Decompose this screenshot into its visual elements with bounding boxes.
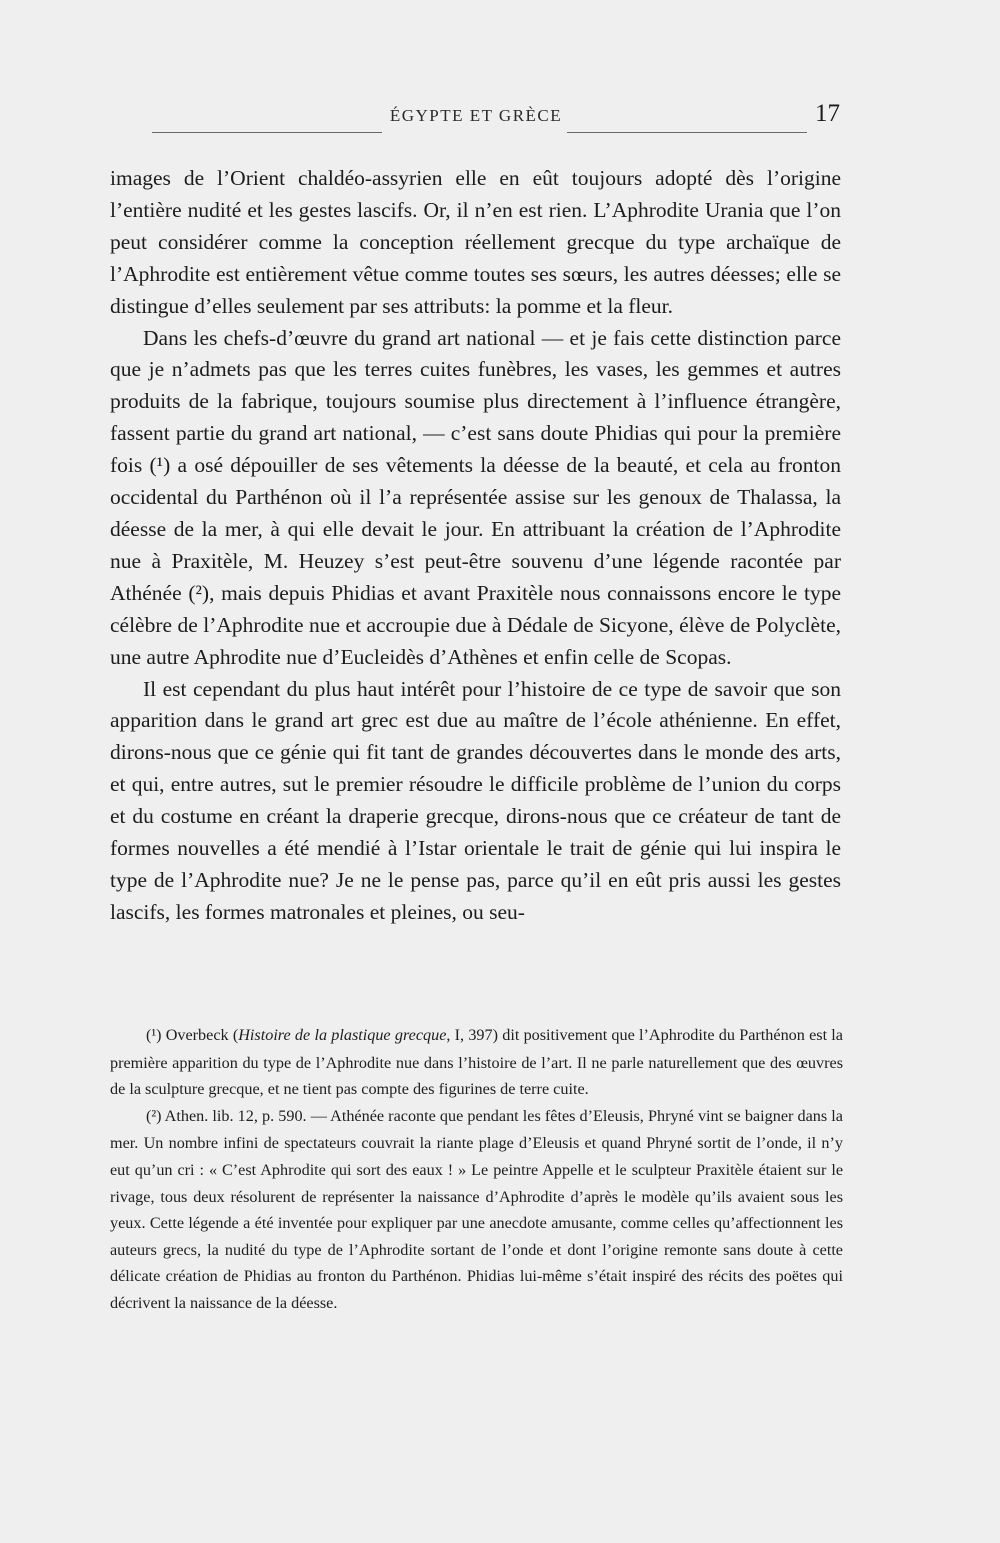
footnote-2-mark: (²) bbox=[146, 1107, 162, 1125]
paragraph-1: images de l’Orient chaldéo-assyrien elle en eût toujours adopté dès l’origine l’entière nudité et les gestes lascifs. Or, il n’en est rien. L’Aphrodite Urania que l’on peut considérer comme la conception réellement grecque du type archaïque de l’Aphrodite est entièrement vêtue comme toutes ses sœurs, les autres déesses; elle se distingue d’elles seulement par ses attributs: la pomme et la fleur. bbox=[110, 166, 841, 318]
footnote-2 bbox=[110, 1103, 843, 1317]
main-text bbox=[110, 163, 841, 929]
footnote-2-text: Athen. lib. 12, p. 590. — Athénée raconte que pendant les fêtes d’Eleusis, Phryné vint se baigner dans la mer. Un nombre infini de spectateurs couvrait la riante plage d’Eleusis et quand Phryné sortit de l’onde, il n’y eut qu’un cri : « C’est Aphrodite qui sort des eaux ! » Le peintre Appelle et le sculpteur Praxitèle étaient sur le rivage, tous deux résolurent de représenter la naissance d’Aphrodite d’après le modèle qu’ils avaient sous les yeux. Cette légende a été inventée pour expliquer par une anecdote amusante, comme celles qu’affectionnent les auteurs grecs, la nudité du type de l’Aphrodite sortant de l’onde et dont l’origine remonte sans doute à cette délicate création de Phidias au fronton du Parthénon. Phidias lui-même s’était inspiré des récits des poëtes qui décrivent la naissance de la déesse. bbox=[110, 1106, 843, 1312]
footnote-1-mark: (¹) bbox=[146, 1027, 162, 1044]
header-rule-right bbox=[567, 132, 807, 133]
footnote-1-book-title: Histoire de la plastique grecque bbox=[238, 1026, 447, 1044]
header-rule-left bbox=[152, 132, 382, 133]
running-title: ÉGYPTE ET GRÈCE bbox=[389, 106, 563, 125]
paragraph-2: Dans les chefs-d’œuvre du grand art national — et je fais cette distinction parce que je n’admets pas que les terres cuites funèbres, les vases, les gemmes et autres produits de la fabrique, toujours soumise plus directement à l’influence étrangère, fassent partie du grand art national, — c’est sans doute Phidias qui pour la première fois (¹) a osé dépouiller de ses vêtements la déesse de la beauté, et cela au fronton occidental du Parthénon où il l’a représentée assise sur les genoux de Thalassa, la déesse de la mer, à qui elle devait le jour. En attribuant la création de l’Aphrodite nue à Praxitèle, M. Heuzey s’est peut-être souvenu d’une légende racontée par Athénée (²), mais depuis Phidias et avant Praxitèle nous connaissons encore le type célèbre de l’Aphrodite nue et accroupie due à Dédale de Sicyone, élève de Polyclète, une autre Aphrodite nue d’Eucleidès d’Athènes et enfin celle de Scopas. bbox=[110, 325, 841, 669]
page-number: 17 bbox=[815, 100, 840, 127]
paragraph-3: Il est cependant du plus haut intérêt pour l’histoire de ce type de savoir que son apparition dans le grand art grec est due au maître de l’école athénienne. En effet, dirons-nous que ce génie qui fit tant de grandes découvertes dans le monde des arts, et qui, entre autres, sut le premier résoudre le difficile problème de l’union du corps et du costume en créant la draperie grecque, dirons-nous que ce créateur de tant de formes nouvelles a été mendié à l’Istar orientale le trait de génie qui lui inspira le type de l’Aphrodite nue? Je ne le pense pas, parce qu’il en eût pris aussi les gestes lascifs, les formes matronales et pleines, ou seu- bbox=[110, 676, 841, 924]
footnote-1 bbox=[110, 1022, 843, 1103]
running-head bbox=[112, 100, 840, 140]
footnote-1-text-before: Overbeck ( bbox=[161, 1026, 239, 1044]
footnotes bbox=[110, 1022, 843, 1317]
footnote-1-text-after: , I, 397) dit positivement que l’Aphrodite du Parthénon est la première apparition du type de l’Aphrodite nue dans l’histoire de l’art. Il ne parle naturellement que des œuvres de la sculpture grecque, et ne tient pas compte des figurines de terre cuite. bbox=[110, 1026, 843, 1099]
